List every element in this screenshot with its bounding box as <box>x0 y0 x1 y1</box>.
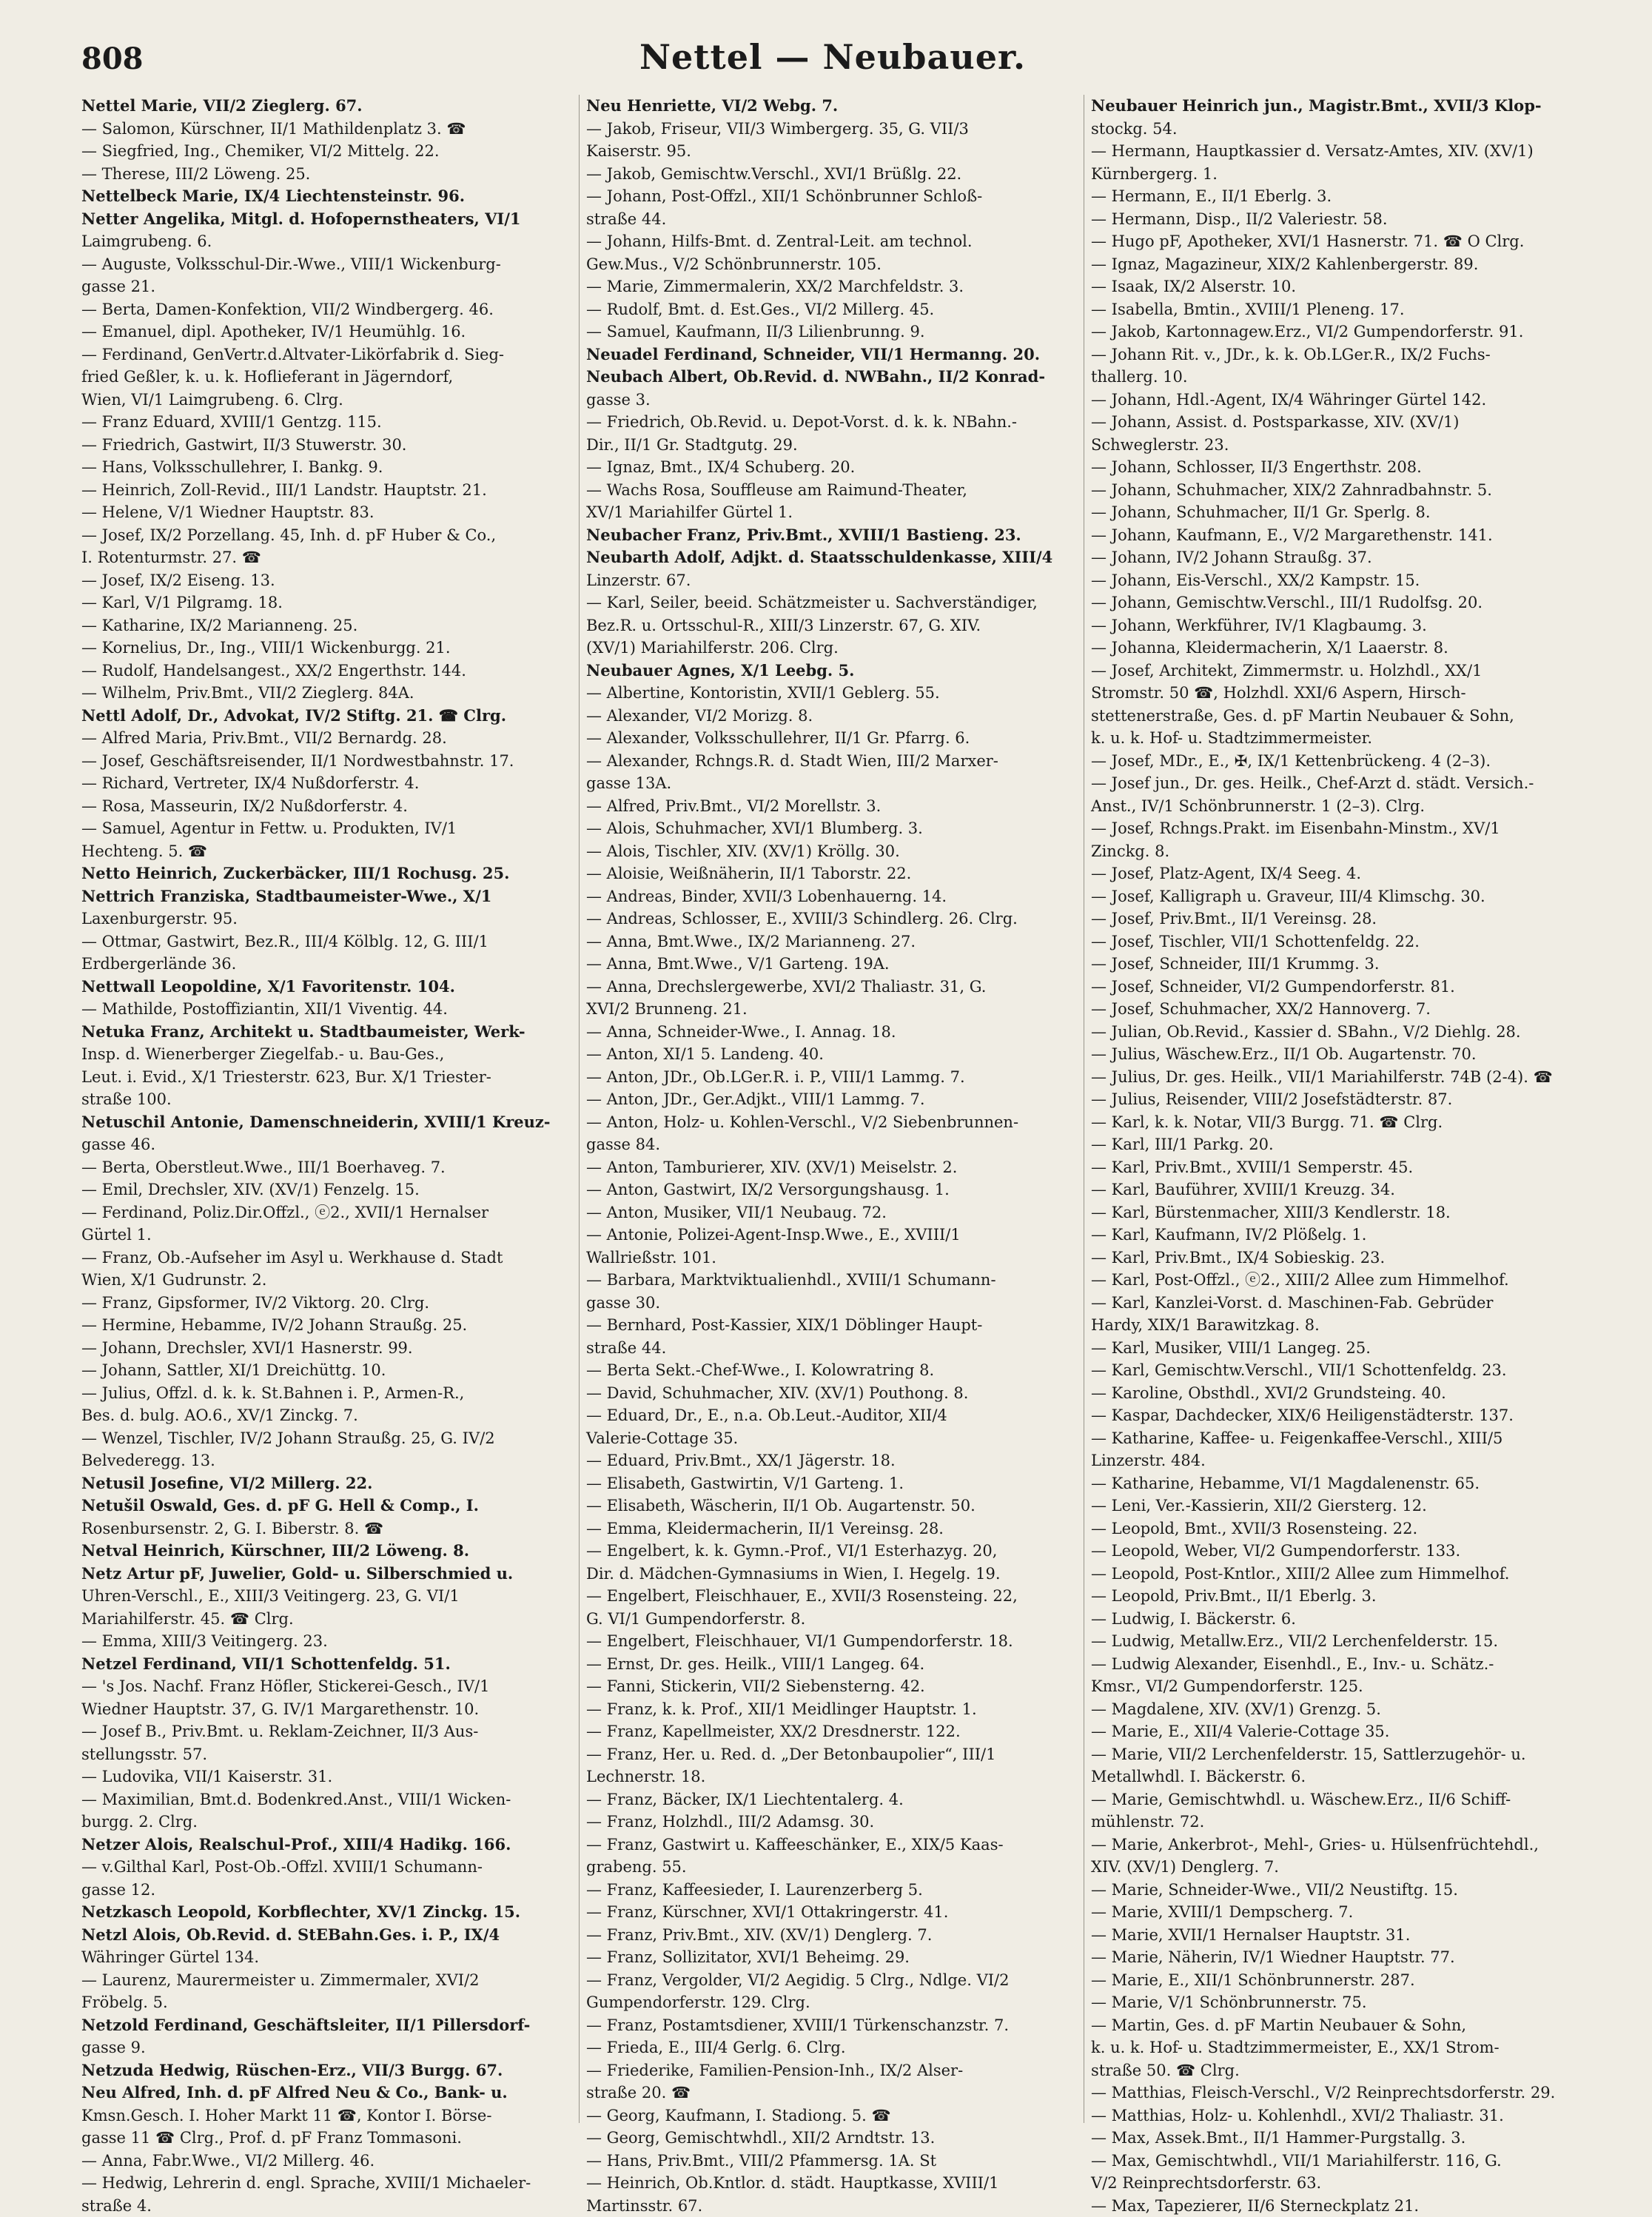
directory-entry: Kmsr., VI/2 Gumpendorferstr. 125. <box>1091 1675 1579 1698</box>
directory-entry: Martinsstr. 67. <box>586 2195 1075 2217</box>
directory-entry: — Anton, Musiker, VII/1 Neubaug. 72. <box>586 1201 1075 1224</box>
directory-surname-entry: Neu Alfred, Inh. d. pF Alfred Neu & Co., Bank- u. <box>81 2082 570 2104</box>
directory-entry: — Leopold, Post-Kntlor., XIII/2 Allee zum Himmelhof. <box>1091 1563 1579 1586</box>
directory-entry: — Rudolf, Handelsangest., XX/2 Engerthstr. 144. <box>81 660 570 682</box>
directory-entry: k. u. k. Hof- u. Stadtzimmermeister. <box>1091 727 1579 750</box>
directory-entry: — Josef, MDr., E., ✠, IX/1 Kettenbrückeng. 4 (2–3). <box>1091 750 1579 773</box>
directory-surname-entry: Netzer Alois, Realschul-Prof., XIII/4 Hadikg. 166. <box>81 1834 570 1857</box>
directory-entry: Fröbelg. 5. <box>81 1991 570 2014</box>
directory-entry: — Julius, Dr. ges. Heilk., VII/1 Mariahilferstr. 74B (2-4). ☎ <box>1091 1066 1579 1089</box>
directory-entry: stellungsstr. 57. <box>81 1743 570 1766</box>
directory-entry: Wien, X/1 Gudrunstr. 2. <box>81 1269 570 1292</box>
directory-entry: Gürtel 1. <box>81 1224 570 1247</box>
directory-entry: — Antonie, Polizei-Agent-Insp.Wwe., E., XVIII/1 <box>586 1224 1075 1247</box>
directory-entry: — Franz, Vergolder, VI/2 Aegidig. 5 Clrg., Ndlge. VI/2 <box>586 1969 1075 1992</box>
directory-entry: straße 20. ☎ <box>586 2082 1075 2104</box>
directory-surname-entry: Netval Heinrich, Kürschner, III/2 Löweng. 8. <box>81 1540 570 1563</box>
directory-entry: — Hermann, Disp., II/2 Valeriestr. 58. <box>1091 208 1579 231</box>
directory-entry: — Ferdinand, Poliz.Dir.Offzl., ⓔ2., XVII/1 Hernalser <box>81 1201 570 1224</box>
directory-entry: — Johanna, Kleidermacherin, X/1 Laaerstr. 8. <box>1091 637 1579 660</box>
directory-entry: — Leopold, Weber, VI/2 Gumpendorferstr. 133. <box>1091 1540 1579 1563</box>
directory-entry: Erdbergerlände 36. <box>81 953 570 976</box>
directory-entry: — Johann, Schlosser, II/3 Engerthstr. 208. <box>1091 456 1579 479</box>
directory-entry: — Johann, Schuhmacher, XIX/2 Zahnradbahnstr. 5. <box>1091 479 1579 502</box>
directory-entry: — Aloisie, Weißnäherin, II/1 Taborstr. 22. <box>586 862 1075 885</box>
directory-entry: — David, Schuhmacher, XIV. (XV/1) Pouthong. 8. <box>586 1382 1075 1405</box>
directory-entry: Mariahilferstr. 45. ☎ Clrg. <box>81 1608 570 1631</box>
directory-entry: — Emma, XIII/3 Veitingerg. 23. <box>81 1630 570 1653</box>
directory-entry: straße 4. <box>81 2195 570 2217</box>
directory-entry: — Kaspar, Dachdecker, XIX/6 Heiligenstädterstr. 137. <box>1091 1404 1579 1427</box>
directory-entry: — Laurenz, Maurermeister u. Zimmermaler, XVI/2 <box>81 1969 570 1992</box>
directory-surname-entry: Neu Henriette, VI/2 Webg. 7. <box>586 95 1075 118</box>
directory-entry: — Franz, Kaffeesieder, I. Laurenzerberg 5. <box>586 1879 1075 1902</box>
directory-entry: Bes. d. bulg. AO.6., XV/1 Zinckg. 7. <box>81 1404 570 1427</box>
directory-entry: — Karl, Bauführer, XVIII/1 Kreuzg. 34. <box>1091 1178 1579 1201</box>
directory-entry: — Friedrich, Ob.Revid. u. Depot-Vorst. d. k. k. NBahn.- <box>586 411 1075 434</box>
directory-entry: Leut. i. Evid., X/1 Triesterstr. 623, Bur. X/1 Triester- <box>81 1066 570 1089</box>
directory-entry: Anst., IV/1 Schönbrunnerstr. 1 (2–3). Clrg. <box>1091 795 1579 818</box>
directory-entry: — Therese, III/2 Löweng. 25. <box>81 163 570 186</box>
directory-entry: XV/1 Mariahilfer Gürtel 1. <box>586 501 1075 524</box>
directory-entry: gasse 84. <box>586 1133 1075 1156</box>
directory-entry: — Anna, Drechslergewerbe, XVI/2 Thaliastr. 31, G. <box>586 976 1075 999</box>
directory-entry: — Rudolf, Bmt. d. Est.Ges., VI/2 Millerg. 45. <box>586 298 1075 321</box>
directory-entry: Währinger Gürtel 134. <box>81 1946 570 1969</box>
directory-entry: — Heinrich, Zoll-Revid., III/1 Landstr. Hauptstr. 21. <box>81 479 570 502</box>
directory-entry: — Alexander, Volksschullehrer, II/1 Gr. Pfarrg. 6. <box>586 727 1075 750</box>
directory-entry: — Karl, III/1 Parkg. 20. <box>1091 1133 1579 1156</box>
directory-entry: — Karl, Seiler, beeid. Schätzmeister u. Sachverständiger, <box>586 591 1075 614</box>
directory-entry: — Leopold, Priv.Bmt., II/1 Eberlg. 3. <box>1091 1585 1579 1608</box>
directory-entry: — Marie, V/1 Schönbrunnerstr. 75. <box>1091 1991 1579 2014</box>
directory-entry: — Franz, Postamtsdiener, XVIII/1 Türkenschanzstr. 7. <box>586 2014 1075 2037</box>
directory-entry: — Josef, Kalligraph u. Graveur, III/4 Klimschg. 30. <box>1091 885 1579 908</box>
directory-entry: — Wachs Rosa, Souffleuse am Raimund-Theater, <box>586 479 1075 502</box>
directory-entry: XIV. (XV/1) Denglerg. 7. <box>1091 1856 1579 1879</box>
directory-entry: — Matthias, Holz- u. Kohlenhdl., XVI/2 Thaliastr. 31. <box>1091 2104 1579 2127</box>
directory-entry: — Eduard, Dr., E., n.a. Ob.Leut.-Auditor, XII/4 <box>586 1404 1075 1427</box>
directory-entry: — Josef, Geschäftsreisender, II/1 Nordwestbahnstr. 17. <box>81 750 570 773</box>
directory-entry: — Josef, Platz-Agent, IX/4 Seeg. 4. <box>1091 862 1579 885</box>
directory-surname-entry: Nettelbeck Marie, IX/4 Liechtensteinstr. 96. <box>81 185 570 208</box>
directory-entry: — Hermine, Hebamme, IV/2 Johann Straußg. 25. <box>81 1314 570 1337</box>
directory-entry: G. VI/1 Gumpendorferstr. 8. <box>586 1608 1075 1631</box>
directory-surname-entry: Netzl Alois, Ob.Revid. d. StEBahn.Ges. i. P., IX/4 <box>81 1924 570 1947</box>
directory-entry: — Berta Sekt.-Chef-Wwe., I. Kolowratring 8. <box>586 1359 1075 1382</box>
directory-entry: — Engelbert, Fleischhauer, VI/1 Gumpendorferstr. 18. <box>586 1630 1075 1653</box>
directory-entry: — Max, Gemischtwhdl., VII/1 Mariahilferstr. 116, G. <box>1091 2150 1579 2173</box>
directory-entry: — Wenzel, Tischler, IV/2 Johann Straußg. 25, G. IV/2 <box>81 1427 570 1450</box>
directory-entry: — Johann, Kaufmann, E., V/2 Margarethenstr. 141. <box>1091 524 1579 547</box>
directory-entry: — Franz, Holzhdl., III/2 Adamsg. 30. <box>586 1811 1075 1834</box>
directory-entry: — Siegfried, Ing., Chemiker, VI/2 Mittelg. 22. <box>81 140 570 163</box>
directory-entry: Wien, VI/1 Laimgrubeng. 6. Clrg. <box>81 389 570 412</box>
directory-entry: Valerie-Cottage 35. <box>586 1427 1075 1450</box>
directory-entry: gasse 21. <box>81 275 570 298</box>
directory-entry: — Johann, Sattler, XI/1 Dreichüttg. 10. <box>81 1359 570 1382</box>
directory-entry: Kürnbergerg. 1. <box>1091 163 1579 186</box>
directory-entry: — Johann, Hilfs-Bmt. d. Zentral-Leit. am technol. <box>586 230 1075 253</box>
directory-entry: — Elisabeth, Wäscherin, II/1 Ob. Augartenstr. 50. <box>586 1495 1075 1517</box>
directory-entry: — Rosa, Masseurin, IX/2 Nußdorferstr. 4. <box>81 795 570 818</box>
directory-entry: — Andreas, Schlosser, E., XVIII/3 Schindlerg. 26. Clrg. <box>586 908 1075 930</box>
directory-entry: — Karl, Post-Offzl., ⓔ2., XIII/2 Allee zum Himmelhof. <box>1091 1269 1579 1292</box>
directory-entry: — Leni, Ver.-Kassierin, XII/2 Giersterg. 12. <box>1091 1495 1579 1517</box>
directory-entry: Zinckg. 8. <box>1091 840 1579 863</box>
directory-entry: — Josef, IX/2 Porzellang. 45, Inh. d. pF Huber & Co., <box>81 524 570 547</box>
directory-entry: — Johann, Assist. d. Postsparkasse, XIV. (XV/1) <box>1091 411 1579 434</box>
directory-surname-entry: Neuadel Ferdinand, Schneider, VII/1 Hermanng. 20. <box>586 343 1075 366</box>
directory-entry: — Anna, Schneider-Wwe., I. Annag. 18. <box>586 1021 1075 1044</box>
directory-entry: — Bernhard, Post-Kassier, XIX/1 Döblinger Haupt- <box>586 1314 1075 1337</box>
directory-entry: — Ludwig, I. Bäckerstr. 6. <box>1091 1608 1579 1631</box>
directory-entry: — Wilhelm, Priv.Bmt., VII/2 Zieglerg. 84A. <box>81 682 570 705</box>
directory-entry: — Franz, Kapellmeister, XX/2 Dresdnerstr. 122. <box>586 1720 1075 1743</box>
directory-entry: Wiedner Hauptstr. 37, G. IV/1 Margarethenstr. 10. <box>81 1698 570 1721</box>
directory-entry: — Josef, Schneider, III/1 Krummg. 3. <box>1091 953 1579 976</box>
directory-entry: — Barbara, Marktviktualienhdl., XVIII/1 Schumann- <box>586 1269 1075 1292</box>
directory-entry: — Kornelius, Dr., Ing., VIII/1 Wickenburgg. 21. <box>81 637 570 660</box>
directory-entry: — Georg, Gemischtwhdl., XII/2 Arndtstr. 13. <box>586 2127 1075 2150</box>
directory-entry: burgg. 2. Clrg. <box>81 1811 570 1834</box>
directory-surname-entry: Netzkasch Leopold, Korbflechter, XV/1 Zinckg. 15. <box>81 1901 570 1924</box>
directory-entry: — Katharine, Kaffee- u. Feigenkaffee-Verschl., XIII/5 <box>1091 1427 1579 1450</box>
directory-entry: — Johann Rit. v., JDr., k. k. Ob.LGer.R., IX/2 Fuchs- <box>1091 343 1579 366</box>
directory-entry: — Auguste, Volksschul-Dir.-Wwe., VIII/1 Wickenburg- <box>81 253 570 276</box>
directory-entry: — Richard, Vertreter, IX/4 Nußdorferstr. 4. <box>81 772 570 795</box>
directory-entry: — Josef, IX/2 Eiseng. 13. <box>81 569 570 592</box>
directory-entry: — Johann, Post-Offzl., XII/1 Schönbrunner Schloß- <box>586 185 1075 208</box>
directory-entry: — Ludwig Alexander, Eisenhdl., E., Inv.- u. Schätz.- <box>1091 1653 1579 1676</box>
directory-entry: stettenerstraße, Ges. d. pF Martin Neubauer & Sohn, <box>1091 705 1579 728</box>
directory-entry: gasse 11 ☎ Clrg., Prof. d. pF Franz Tommasoni. <box>81 2127 570 2150</box>
directory-entry: — Elisabeth, Gastwirtin, V/1 Garteng. 1. <box>586 1472 1075 1495</box>
directory-entry: thallerg. 10. <box>1091 366 1579 389</box>
directory-entry: — Salomon, Kürschner, II/1 Mathildenplatz 3. ☎ <box>81 118 570 141</box>
directory-entry: — Karl, Priv.Bmt., XVIII/1 Semperstr. 45. <box>1091 1156 1579 1179</box>
directory-entry: — Hans, Priv.Bmt., VIII/2 Pfammersg. 1A. St <box>586 2150 1075 2173</box>
directory-entry: — Hans, Volksschullehrer, I. Bankg. 9. <box>81 456 570 479</box>
directory-entry: — Anna, Bmt.Wwe., V/1 Garteng. 19A. <box>586 953 1075 976</box>
directory-entry: Hechteng. 5. ☎ <box>81 840 570 863</box>
directory-entry: Lechnerstr. 18. <box>586 1765 1075 1788</box>
directory-entry: — Helene, V/1 Wiedner Hauptstr. 83. <box>81 501 570 524</box>
directory-columns <box>81 95 1584 2123</box>
directory-entry: — Katharine, Hebamme, VI/1 Magdalenenstr. 65. <box>1091 1472 1579 1495</box>
directory-entry: — Emanuel, dipl. Apotheker, IV/1 Heumühlg. 16. <box>81 321 570 343</box>
directory-surname-entry: Netušil Oswald, Ges. d. pF G. Hell & Comp., I. <box>81 1495 570 1517</box>
directory-entry: — Anton, JDr., Ob.LGer.R. i. P., VIII/1 Lammg. 7. <box>586 1066 1075 1089</box>
directory-entry: — Heinrich, Ob.Kntlor. d. städt. Hauptkasse, XVIII/1 <box>586 2172 1075 2195</box>
directory-entry: k. u. k. Hof- u. Stadtzimmermeister, E., XX/1 Strom- <box>1091 2036 1579 2059</box>
directory-entry: Insp. d. Wienerberger Ziegelfab.- u. Bau-Ges., <box>81 1043 570 1066</box>
directory-entry: — Leopold, Bmt., XVII/3 Rosensteing. 22. <box>1091 1517 1579 1540</box>
directory-entry: gasse 13A. <box>586 772 1075 795</box>
directory-entry: — Julius, Wäschew.Erz., II/1 Ob. Augartenstr. 70. <box>1091 1043 1579 1066</box>
directory-entry: straße 44. <box>586 208 1075 231</box>
directory-entry: gasse 46. <box>81 1133 570 1156</box>
directory-entry: — Julian, Ob.Revid., Kassier d. SBahn., V/2 Diehlg. 28. <box>1091 1021 1579 1044</box>
page-header <box>81 37 1584 89</box>
directory-surname-entry: Netuschil Antonie, Damenschneiderin, XVIII/1 Kreuz- <box>81 1111 570 1134</box>
directory-entry: — Samuel, Kaufmann, II/3 Lilienbrunng. 9. <box>586 321 1075 343</box>
directory-entry: — Matthias, Fleisch-Verschl., V/2 Reinprechtsdorferstr. 29. <box>1091 2082 1579 2104</box>
directory-entry: — Friederike, Familien-Pension-Inh., IX/2 Alser- <box>586 2059 1075 2082</box>
directory-entry: — Jakob, Friseur, VII/3 Wimbergerg. 35, G. VII/3 <box>586 118 1075 141</box>
directory-entry: — Julius, Reisender, VIII/2 Josefstädterstr. 87. <box>1091 1088 1579 1111</box>
directory-entry: — Anton, XI/1 5. Landeng. 40. <box>586 1043 1075 1066</box>
directory-entry: — Max, Tapezierer, II/6 Sterneckplatz 21. <box>1091 2195 1579 2217</box>
directory-entry: — Johann, Hdl.-Agent, IX/4 Währinger Gürtel 142. <box>1091 389 1579 412</box>
directory-entry: — 's Jos. Nachf. Franz Höfler, Stickerei-Gesch., IV/1 <box>81 1675 570 1698</box>
directory-surname-entry: Nettel Marie, VII/2 Zieglerg. 67. <box>81 95 570 118</box>
directory-entry: Laxenburgerstr. 95. <box>81 908 570 930</box>
directory-entry: — Karoline, Obsthdl., XVI/2 Grundsteing. 40. <box>1091 1382 1579 1405</box>
page-number: 808 <box>81 41 144 76</box>
directory-entry: — Karl, Gemischtw.Verschl., VII/1 Schottenfeldg. 23. <box>1091 1359 1579 1382</box>
directory-entry: Uhren-Verschl., E., XIII/3 Veitingerg. 23, G. VI/1 <box>81 1585 570 1608</box>
directory-entry: — Franz, Bäcker, IX/1 Liechtentalerg. 4. <box>586 1788 1075 1811</box>
directory-entry: — Marie, Gemischtwhdl. u. Wäschew.Erz., II/6 Schiff- <box>1091 1788 1579 1811</box>
directory-entry: — Marie, Näherin, IV/1 Wiedner Hauptstr. 77. <box>1091 1946 1579 1969</box>
directory-entry: Metallwhdl. I. Bäckerstr. 6. <box>1091 1765 1579 1788</box>
directory-entry: — Franz, Ob.-Aufseher im Asyl u. Werkhause d. Stadt <box>81 1247 570 1270</box>
directory-entry: Stromstr. 50 ☎, Holzhdl. XXI/6 Aspern, Hirsch- <box>1091 682 1579 705</box>
directory-surname-entry: Netzuda Hedwig, Rüschen-Erz., VII/3 Burgg. 67. <box>81 2059 570 2082</box>
directory-surname-entry: Nettrich Franziska, Stadtbaumeister-Wwe., X/1 <box>81 885 570 908</box>
directory-surname-entry: Neubarth Adolf, Adjkt. d. Staatsschuldenkasse, XIII/4 <box>586 546 1075 569</box>
directory-entry: — Johann, Gemischtw.Verschl., III/1 Rudolfsg. 20. <box>1091 591 1579 614</box>
directory-surname-entry: Neubauer Agnes, X/1 Leebg. 5. <box>586 660 1075 682</box>
directory-entry: — Julius, Offzl. d. k. k. St.Bahnen i. P., Armen-R., <box>81 1382 570 1405</box>
directory-entry: I. Rotenturmstr. 27. ☎ <box>81 546 570 569</box>
directory-entry: — Josef, Rchngs.Prakt. im Eisenbahn-Minstm., XV/1 <box>1091 817 1579 840</box>
column-2 <box>586 95 1075 2123</box>
directory-entry: — Josef, Schuhmacher, XX/2 Hannoverg. 7. <box>1091 998 1579 1021</box>
directory-entry: straße 100. <box>81 1088 570 1111</box>
column-1 <box>81 95 570 2123</box>
directory-entry: — Frieda, E., III/4 Gerlg. 6. Clrg. <box>586 2036 1075 2059</box>
directory-surname-entry: Netto Heinrich, Zuckerbäcker, III/1 Rochusg. 25. <box>81 862 570 885</box>
column-3 <box>1091 95 1579 2123</box>
directory-entry: stockg. 54. <box>1091 118 1579 141</box>
directory-entry: — Ludwig, Metallw.Erz., VII/2 Lerchenfelderstr. 15. <box>1091 1630 1579 1653</box>
directory-entry: — Anna, Bmt.Wwe., IX/2 Marianneng. 27. <box>586 930 1075 953</box>
directory-entry: — Jakob, Gemischtw.Verschl., XVI/1 Brüßlg. 22. <box>586 163 1075 186</box>
directory-entry: — Johann, Eis-Verschl., XX/2 Kampstr. 15. <box>1091 569 1579 592</box>
directory-entry: — Samuel, Agentur in Fettw. u. Produkten, IV/1 <box>81 817 570 840</box>
directory-entry: — Marie, E., XII/4 Valerie-Cottage 35. <box>1091 1720 1579 1743</box>
directory-entry: — Marie, VII/2 Lerchenfelderstr. 15, Sattlerzugehör- u. <box>1091 1743 1579 1766</box>
directory-entry: Dir., II/1 Gr. Stadtgutg. 29. <box>586 434 1075 457</box>
directory-entry: — Jakob, Kartonnagew.Erz., VI/2 Gumpendorferstr. 91. <box>1091 321 1579 343</box>
directory-entry: Belvederegg. 13. <box>81 1449 570 1472</box>
directory-entry: — Hermann, E., II/1 Eberlg. 3. <box>1091 185 1579 208</box>
directory-entry: — Friedrich, Gastwirt, II/3 Stuwerstr. 30. <box>81 434 570 457</box>
directory-surname-entry: Nettwall Leopoldine, X/1 Favoritenstr. 104. <box>81 976 570 999</box>
directory-entry: — Josef, Schneider, VI/2 Gumpendorferstr. 81. <box>1091 976 1579 999</box>
directory-surname-entry: Netusil Josefine, VI/2 Millerg. 22. <box>81 1472 570 1495</box>
directory-entry: — Emma, Kleidermacherin, II/1 Vereinsg. 28. <box>586 1517 1075 1540</box>
directory-entry: XVI/2 Brunneng. 21. <box>586 998 1075 1021</box>
directory-entry: Hardy, XIX/1 Barawitzkag. 8. <box>1091 1314 1579 1337</box>
directory-entry: — Franz, Gipsformer, IV/2 Viktorg. 20. Clrg. <box>81 1292 570 1315</box>
directory-entry: — Ludovika, VII/1 Kaiserstr. 31. <box>81 1765 570 1788</box>
directory-entry: — Franz, Her. u. Red. d. „Der Betonbaupolier“, III/1 <box>586 1743 1075 1766</box>
directory-entry: — Engelbert, k. k. Gymn.-Prof., VI/1 Esterhazyg. 20, <box>586 1540 1075 1563</box>
directory-entry: — Marie, XVII/1 Hernalser Hauptstr. 31. <box>1091 1924 1579 1947</box>
directory-entry: — Josef, Tischler, VII/1 Schottenfeldg. 22. <box>1091 930 1579 953</box>
directory-entry: — Anton, JDr., Ger.Adjkt., VIII/1 Lammg. 7. <box>586 1088 1075 1111</box>
directory-entry: — Max, Assek.Bmt., II/1 Hammer-Purgstallg. 3. <box>1091 2127 1579 2150</box>
directory-surname-entry: Netzold Ferdinand, Geschäftsleiter, II/1 Pillersdorf- <box>81 2014 570 2037</box>
directory-entry: — Hugo pF, Apotheker, XVI/1 Hasnerstr. 71. ☎ O Clrg. <box>1091 230 1579 253</box>
directory-surname-entry: Netuka Franz, Architekt u. Stadtbaumeister, Werk- <box>81 1021 570 1044</box>
directory-entry: mühlenstr. 72. <box>1091 1811 1579 1834</box>
directory-entry: — Alois, Tischler, XIV. (XV/1) Kröllg. 30. <box>586 840 1075 863</box>
directory-entry: — Karl, k. k. Notar, VII/3 Burgg. 71. ☎ Clrg. <box>1091 1111 1579 1134</box>
directory-entry: — Josef, Priv.Bmt., II/1 Vereinsg. 28. <box>1091 908 1579 930</box>
directory-entry: — Berta, Oberstleut.Wwe., III/1 Boerhaveg. 7. <box>81 1156 570 1179</box>
directory-entry: — Johann, Werkführer, IV/1 Klagbaumg. 3. <box>1091 614 1579 637</box>
directory-entry: — Hedwig, Lehrerin d. engl. Sprache, XVIII/1 Michaeler- <box>81 2172 570 2195</box>
directory-entry: gasse 3. <box>586 389 1075 412</box>
directory-entry: — Anton, Gastwirt, IX/2 Versorgungshausg. 1. <box>586 1178 1075 1201</box>
directory-entry: — Magdalene, XIV. (XV/1) Grenzg. 5. <box>1091 1698 1579 1721</box>
directory-surname-entry: Neubauer Heinrich jun., Magistr.Bmt., XVII/3 Klop- <box>1091 95 1579 118</box>
directory-surname-entry: Netter Angelika, Mitgl. d. Hofopernstheaters, VI/1 <box>81 208 570 231</box>
directory-entry: — Karl, Priv.Bmt., IX/4 Sobieskig. 23. <box>1091 1247 1579 1270</box>
directory-entry: Schweglerstr. 23. <box>1091 434 1579 457</box>
directory-entry: — Alfred Maria, Priv.Bmt., VII/2 Bernardg. 28. <box>81 727 570 750</box>
directory-entry: — Marie, Schneider-Wwe., VII/2 Neustiftg. 15. <box>1091 1879 1579 1902</box>
directory-entry: Kaiserstr. 95. <box>586 140 1075 163</box>
column-divider <box>579 95 580 2123</box>
directory-entry: straße 44. <box>586 1337 1075 1360</box>
directory-entry: — Ignaz, Bmt., IX/4 Schuberg. 20. <box>586 456 1075 479</box>
directory-entry: — Marie, XVIII/1 Dempscherg. 7. <box>1091 1901 1579 1924</box>
directory-entry: — Fanni, Stickerin, VII/2 Siebensterng. 42. <box>586 1675 1075 1698</box>
directory-entry: — Franz, k. k. Prof., XII/1 Meidlinger Hauptstr. 1. <box>586 1698 1075 1721</box>
directory-entry: — Marie, E., XII/1 Schönbrunnerstr. 287. <box>1091 1969 1579 1992</box>
directory-entry: — Karl, Kaufmann, IV/2 Plößelg. 1. <box>1091 1224 1579 1247</box>
directory-entry: — Franz Eduard, XVIII/1 Gentzg. 115. <box>81 411 570 434</box>
directory-entry: — Alexander, VI/2 Morizg. 8. <box>586 705 1075 728</box>
directory-entry: Gumpendorferstr. 129. Clrg. <box>586 1991 1075 2014</box>
directory-entry: — Karl, Musiker, VIII/1 Langeg. 25. <box>1091 1337 1579 1360</box>
directory-entry: — Alexander, Rchngs.R. d. Stadt Wien, III/2 Marxer- <box>586 750 1075 773</box>
directory-entry: — Franz, Sollizitator, XVI/1 Beheimg. 29. <box>586 1946 1075 1969</box>
directory-entry: Laimgrubeng. 6. <box>81 230 570 253</box>
directory-entry: — Georg, Kaufmann, I. Stadiong. 5. ☎ <box>586 2104 1075 2127</box>
directory-entry: — Karl, Kanzlei-Vorst. d. Maschinen-Fab. Gebrüder <box>1091 1292 1579 1315</box>
directory-entry: — Anton, Holz- u. Kohlen-Verschl., V/2 Siebenbrunnen- <box>586 1111 1075 1134</box>
directory-entry: Dir. d. Mädchen-Gymnasiums in Wien, I. Hegelg. 19. <box>586 1563 1075 1586</box>
directory-entry: — Maximilian, Bmt.d. Bodenkred.Anst., VIII/1 Wicken- <box>81 1788 570 1811</box>
directory-entry: — Josef, Architekt, Zimmermstr. u. Holzhdl., XX/1 <box>1091 660 1579 682</box>
directory-entry: — Isabella, Bmtin., XVIII/1 Pleneng. 17. <box>1091 298 1579 321</box>
directory-entry: — Katharine, IX/2 Marianneng. 25. <box>81 614 570 637</box>
directory-entry: V/2 Reinprechtsdorferstr. 63. <box>1091 2172 1579 2195</box>
directory-entry: — Ignaz, Magazineur, XIX/2 Kahlenbergerstr. 89. <box>1091 253 1579 276</box>
directory-entry: — Andreas, Binder, XVII/3 Lobenhauerng. 14. <box>586 885 1075 908</box>
directory-entry: — Franz, Kürschner, XVI/1 Ottakringerstr. 41. <box>586 1901 1075 1924</box>
directory-entry: fried Geßler, k. u. k. Hoflieferant in Jägerndorf, <box>81 366 570 389</box>
directory-entry: Bez.R. u. Ortsschul-R., XIII/3 Linzerstr. 67, G. XIV. <box>586 614 1075 637</box>
directory-entry: Gew.Mus., V/2 Schönbrunnerstr. 105. <box>586 253 1075 276</box>
directory-entry: — Josef jun., Dr. ges. Heilk., Chef-Arzt d. städt. Versich.- <box>1091 772 1579 795</box>
directory-entry: gasse 30. <box>586 1292 1075 1315</box>
directory-entry: gasse 12. <box>81 1879 570 1902</box>
running-head: Nettel — Neubauer. <box>81 37 1584 77</box>
directory-entry: — Alois, Schuhmacher, XVI/1 Blumberg. 3. <box>586 817 1075 840</box>
directory-entry: — Martin, Ges. d. pF Martin Neubauer & Sohn, <box>1091 2014 1579 2037</box>
directory-entry: — Anna, Fabr.Wwe., VI/2 Millerg. 46. <box>81 2150 570 2173</box>
directory-entry: Linzerstr. 67. <box>586 569 1075 592</box>
directory-entry: — Alfred, Priv.Bmt., VI/2 Morellstr. 3. <box>586 795 1075 818</box>
directory-surname-entry: Neubacher Franz, Priv.Bmt., XVIII/1 Bastieng. 23. <box>586 524 1075 547</box>
directory-entry: — Karl, Bürstenmacher, XIII/3 Kendlerstr. 18. <box>1091 1201 1579 1224</box>
directory-entry: — v.Gilthal Karl, Post-Ob.-Offzl. XVIII/1 Schumann- <box>81 1856 570 1879</box>
directory-entry: gasse 9. <box>81 2036 570 2059</box>
directory-entry: — Johann, Schuhmacher, II/1 Gr. Sperlg. 8. <box>1091 501 1579 524</box>
directory-entry: — Marie, Zimmermalerin, XX/2 Marchfeldstr. 3. <box>586 275 1075 298</box>
directory-entry: — Mathilde, Postoffiziantin, XII/1 Viventig. 44. <box>81 998 570 1021</box>
directory-surname-entry: Netzel Ferdinand, VII/1 Schottenfeldg. 51. <box>81 1653 570 1676</box>
directory-entry: — Isaak, IX/2 Alserstr. 10. <box>1091 275 1579 298</box>
directory-entry: Linzerstr. 484. <box>1091 1449 1579 1472</box>
directory-entry: Rosenbursenstr. 2, G. I. Biberstr. 8. ☎ <box>81 1517 570 1540</box>
directory-entry: — Emil, Drechsler, XIV. (XV/1) Fenzelg. 15. <box>81 1178 570 1201</box>
directory-entry: — Karl, V/1 Pilgramg. 18. <box>81 591 570 614</box>
directory-entry: — Hermann, Hauptkassier d. Versatz-Amtes, XIV. (XV/1) <box>1091 140 1579 163</box>
directory-entry: Wallrießstr. 101. <box>586 1247 1075 1270</box>
directory-entry: (XV/1) Mariahilferstr. 206. Clrg. <box>586 637 1075 660</box>
directory-entry: grabeng. 55. <box>586 1856 1075 1879</box>
directory-surname-entry: Neubach Albert, Ob.Revid. d. NWBahn., II/2 Konrad- <box>586 366 1075 389</box>
directory-surname-entry: Nettl Adolf, Dr., Advokat, IV/2 Stiftg. 21. ☎ Clrg. <box>81 705 570 728</box>
directory-entry: — Anton, Tamburierer, XIV. (XV/1) Meiselstr. 2. <box>586 1156 1075 1179</box>
directory-entry: — Marie, Ankerbrot-, Mehl-, Gries- u. Hülsenfrüchtehdl., <box>1091 1834 1579 1857</box>
directory-entry: — Franz, Gastwirt u. Kaffeeschänker, E., XIX/5 Kaas- <box>586 1834 1075 1857</box>
directory-entry: — Berta, Damen-Konfektion, VII/2 Windbergerg. 46. <box>81 298 570 321</box>
directory-entry: — Johann, IV/2 Johann Straußg. 37. <box>1091 546 1579 569</box>
directory-entry: — Johann, Drechsler, XVI/1 Hasnerstr. 99. <box>81 1337 570 1360</box>
directory-entry: — Franz, Priv.Bmt., XIV. (XV/1) Denglerg. 7. <box>586 1924 1075 1947</box>
directory-entry: Kmsn.Gesch. I. Hoher Markt 11 ☎, Kontor I. Börse- <box>81 2104 570 2127</box>
directory-entry: — Ernst, Dr. ges. Heilk., VIII/1 Langeg. 64. <box>586 1653 1075 1676</box>
directory-entry: — Ferdinand, GenVertr.d.Altvater-Likörfabrik d. Sieg- <box>81 343 570 366</box>
directory-entry: — Ottmar, Gastwirt, Bez.R., III/4 Kölblg. 12, G. III/1 <box>81 930 570 953</box>
directory-entry: — Albertine, Kontoristin, XVII/1 Geblerg. 55. <box>586 682 1075 705</box>
directory-entry: — Eduard, Priv.Bmt., XX/1 Jägerstr. 18. <box>586 1449 1075 1472</box>
directory-entry: — Engelbert, Fleischhauer, E., XVII/3 Rosensteing. 22, <box>586 1585 1075 1608</box>
directory-surname-entry: Netz Artur pF, Juwelier, Gold- u. Silberschmied u. <box>81 1563 570 1586</box>
directory-entry: — Josef B., Priv.Bmt. u. Reklam-Zeichner, II/3 Aus- <box>81 1720 570 1743</box>
directory-entry: straße 50. ☎ Clrg. <box>1091 2059 1579 2082</box>
